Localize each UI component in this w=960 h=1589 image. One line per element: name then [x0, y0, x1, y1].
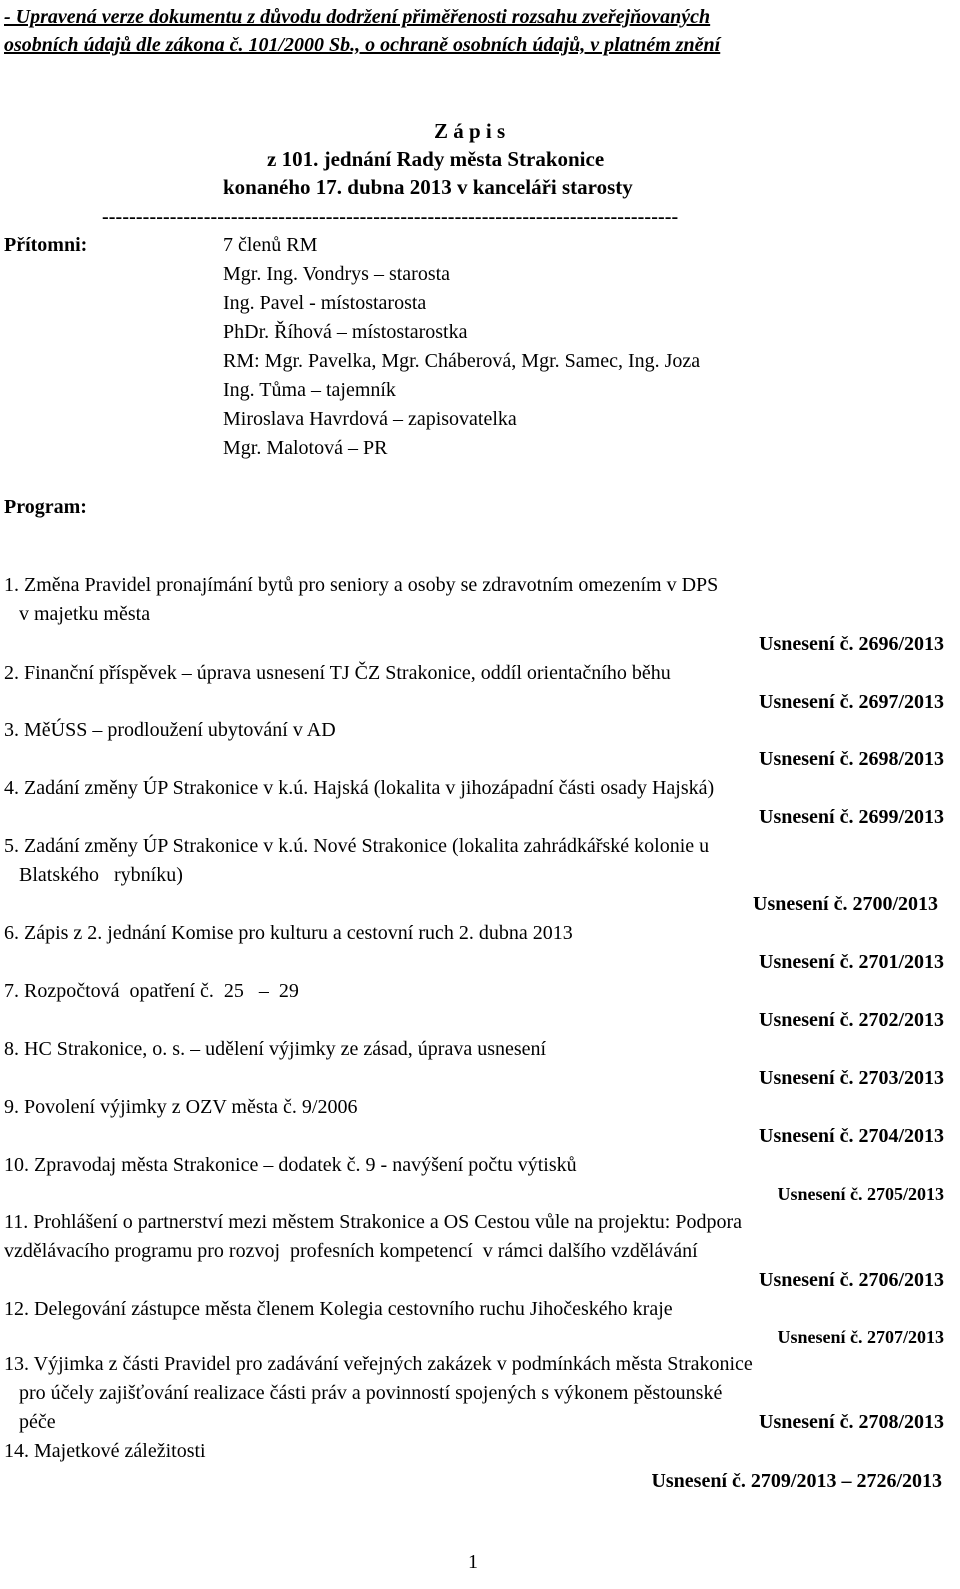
program-item-3: 3. MěÚSS – prodloužení ubytování v AD	[4, 719, 336, 741]
program-item-5-line-2: Blatského rybníku)	[4, 864, 183, 886]
program-item-11-line-2: vzdělávacího programu pro rozvoj profesních kompetencí v rámci dalšího vzdělávání	[4, 1240, 698, 1262]
page-number: 1	[468, 1551, 478, 1573]
program-item-7: 7. Rozpočtová opatření č. 25 – 29	[4, 980, 299, 1002]
program-item-2: 2. Finanční příspěvek – úprava usnesení TJ ČZ Strakonice, oddíl orientačního běhu	[4, 662, 671, 684]
program-item-1-line-2: v majetku města	[4, 603, 151, 625]
resolution-10: Usnesení č. 2705/2013	[777, 1184, 944, 1204]
program-item-14: 14. Majetkové záležitosti	[4, 1440, 206, 1462]
meeting-date-line: konaného 17. dubna 2013 v kanceláři starosty	[223, 175, 633, 199]
program-item-1-line-1: 1. Změna Pravidel pronajímání bytů pro seniory a osoby se zdravotním omezením v DPS	[4, 574, 719, 596]
program-item-8: 8. HC Strakonice, o. s. – udělení výjimky ze zásad, úprava usnesení	[4, 1038, 547, 1060]
program-item-13-line-2: pro účely zajišťování realizace části práv a povinností spojených s výkonem pěstounské	[4, 1382, 723, 1404]
program-item-4: 4. Zadání změny ÚP Strakonice v k.ú. Hajská (lokalita v jihozápadní části osady Hajská)	[4, 777, 715, 799]
resolution-4: Usnesení č. 2699/2013	[759, 806, 944, 828]
present-line: Mgr. Ing. Vondrys – starosta	[223, 263, 451, 285]
resolution-14: Usnesení č. 2709/2013 – 2726/2013	[651, 1470, 942, 1492]
header-separator: -------------------------------------------------------------------------------------	[102, 206, 679, 228]
program-item-11-line-1: 11. Prohlášení o partnerství mezi městem Strakonice a OS Cestou vůle na projektu: Podpora	[4, 1211, 742, 1233]
present-line: Mgr. Malotová – PR	[223, 437, 388, 459]
document-title: Z á p i s	[434, 119, 506, 143]
resolution-9: Usnesení č. 2704/2013	[759, 1125, 944, 1147]
present-line: RM: Mgr. Pavelka, Mgr. Cháberová, Mgr. Samec, Ing. Joza	[223, 350, 701, 372]
resolution-3: Usnesení č. 2698/2013	[759, 748, 944, 770]
program-item-12: 12. Delegování zástupce města členem Kolegia cestovního ruchu Jihočeského kraje	[4, 1298, 673, 1320]
resolution-5: Usnesení č. 2700/2013	[753, 893, 938, 915]
present-line: Ing. Tůma – tajemník	[223, 379, 396, 401]
meeting-line: z 101. jednání Rady města Strakonice	[267, 147, 605, 171]
present-line: PhDr. Říhová – místostarostka	[223, 321, 468, 343]
resolution-2: Usnesení č. 2697/2013	[759, 691, 944, 713]
program-item-9: 9. Povolení výjimky z OZV města č. 9/2006	[4, 1096, 358, 1118]
program-label: Program:	[4, 496, 87, 518]
resolution-7: Usnesení č. 2702/2013	[759, 1009, 944, 1031]
program-item-10: 10. Zpravodaj města Strakonice – dodatek č. 9 - navýšení počtu výtisků	[4, 1154, 577, 1176]
redaction-notice-line-2: osobních údajů dle zákona č. 101/2000 Sb., o ochraně osobních údajů, v platném znění	[4, 34, 721, 56]
resolution-12: Usnesení č. 2707/2013	[777, 1327, 944, 1347]
present-line: 7 členů RM	[223, 234, 318, 256]
program-item-5-line-1: 5. Zadání změny ÚP Strakonice v k.ú. Nové Strakonice (lokalita zahrádkářské kolonie u	[4, 835, 710, 857]
present-label: Přítomni:	[4, 234, 88, 256]
program-item-13-line-3: péče	[4, 1411, 56, 1433]
resolution-1: Usnesení č. 2696/2013	[759, 633, 944, 655]
resolution-8: Usnesení č. 2703/2013	[759, 1067, 944, 1089]
program-item-6: 6. Zápis z 2. jednání Komise pro kulturu a cestovní ruch 2. dubna 2013	[4, 922, 573, 944]
resolution-11: Usnesení č. 2706/2013	[759, 1269, 944, 1291]
program-item-13-line-1: 13. Výjimka z části Pravidel pro zadávání veřejných zakázek v podmínkách města Strakonice	[4, 1353, 753, 1375]
redaction-notice-line-1: - Upravená verze dokumentu z důvodu dodržení přiměřenosti rozsahu zveřejňovaných	[4, 6, 711, 28]
present-line: Miroslava Havrdová – zapisovatelka	[223, 408, 517, 430]
present-line: Ing. Pavel - místostarosta	[223, 292, 427, 314]
resolution-13: Usnesení č. 2708/2013	[759, 1411, 944, 1433]
resolution-6: Usnesení č. 2701/2013	[759, 951, 944, 973]
